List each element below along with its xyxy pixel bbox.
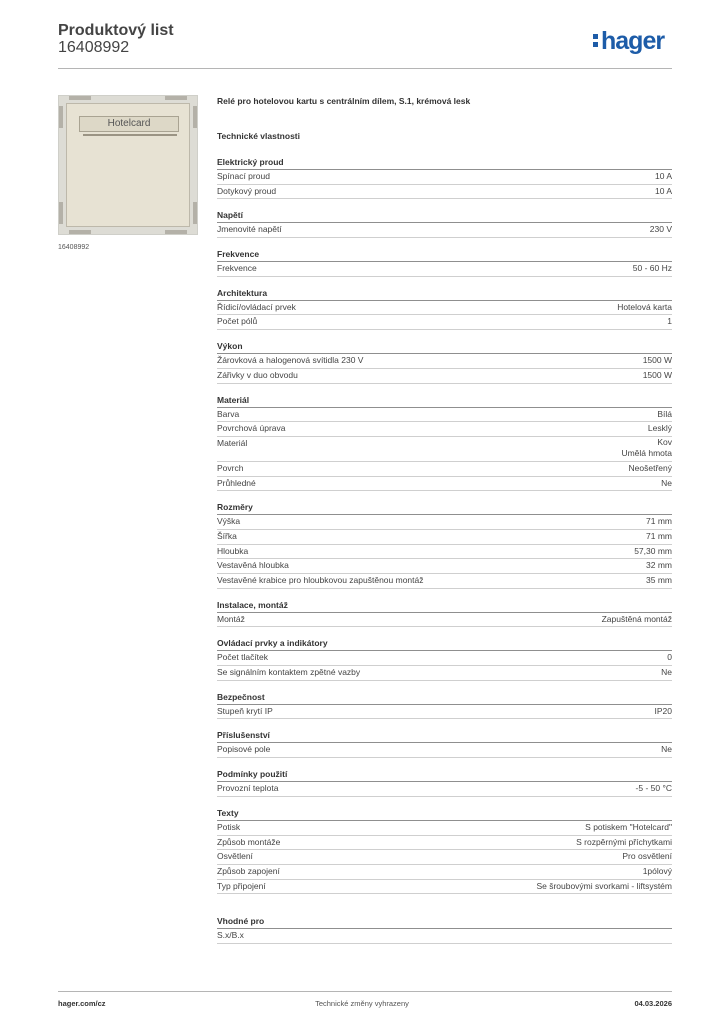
spec-value: 50 - 60 Hz xyxy=(632,263,672,274)
section-gap xyxy=(217,277,672,287)
frame-clip xyxy=(59,202,63,224)
footer-divider xyxy=(58,991,672,992)
section-heading: Elektrický proud xyxy=(217,156,672,170)
section-heading: Vhodné pro xyxy=(217,915,672,929)
spec-label: Montáž xyxy=(217,613,245,624)
card-slot xyxy=(79,116,179,132)
spec-value: 71 mm xyxy=(646,530,672,541)
hager-logo[interactable] xyxy=(593,26,664,56)
spec-row xyxy=(217,315,672,330)
section-heading: Instalace, montáž xyxy=(217,599,672,613)
section-heading: Příslušenství xyxy=(217,729,672,743)
spec-value: -5 - 50 °C xyxy=(635,783,672,794)
spec-label: Zářivky v duo obvodu xyxy=(217,369,298,380)
spec-value: 1pólový xyxy=(642,865,672,876)
spec-row xyxy=(217,462,672,477)
section-heading: Bezpečnost xyxy=(217,691,672,705)
spec-value: 1500 W xyxy=(642,355,672,366)
spec-label: Šířka xyxy=(217,530,237,541)
section-heading: Materiál xyxy=(217,394,672,408)
footer-website-link[interactable]: hager.com/cz xyxy=(58,999,106,1008)
section-heading: Architektura xyxy=(217,287,672,301)
section-gap xyxy=(217,627,672,637)
spec-label: Povrch xyxy=(217,462,244,473)
spec-value: 10 A xyxy=(654,185,672,196)
section-gap xyxy=(217,384,672,394)
spec-label: Spínací proud xyxy=(217,171,270,181)
spec-value: 1 xyxy=(667,316,672,327)
frame-clip xyxy=(193,106,197,128)
spec-value: 35 mm xyxy=(646,575,672,585)
spec-value: Bílá xyxy=(657,408,672,419)
spec-label: Průhledné xyxy=(217,477,256,488)
document-title: Produktový list xyxy=(58,22,174,39)
spec-label: Žárovková a halogenová svítidla 230 V xyxy=(217,355,364,366)
spec-label: Provozní teplota xyxy=(217,783,279,794)
spec-label: Způsob zapojení xyxy=(217,865,280,876)
spec-row xyxy=(217,437,672,462)
spec-row xyxy=(217,836,672,851)
section-heading: Výkon xyxy=(217,340,672,354)
section-gap xyxy=(217,797,672,807)
spec-row xyxy=(217,559,672,574)
spec-row xyxy=(217,743,672,758)
section-gap xyxy=(217,894,672,915)
spec-row xyxy=(217,929,672,944)
spec-row xyxy=(217,301,672,316)
spec-row xyxy=(217,477,672,492)
spec-row xyxy=(217,574,672,589)
spec-value: Zapuštěná montáž xyxy=(601,613,672,624)
spec-label: Materiál xyxy=(217,437,248,448)
spec-row xyxy=(217,613,672,628)
spec-row xyxy=(217,821,672,836)
spec-value: Ne xyxy=(661,477,672,488)
spec-row xyxy=(217,185,672,200)
section-gap xyxy=(217,719,672,729)
logo-dots-icon xyxy=(593,31,599,50)
spec-row xyxy=(217,705,672,720)
spec-label: Dotykový proud xyxy=(217,185,277,196)
section-gap xyxy=(217,589,672,599)
spec-row xyxy=(217,545,672,560)
spec-row xyxy=(217,865,672,880)
spec-value: Se šroubovými svorkami - liftsystém xyxy=(536,880,672,891)
spec-label: Vestavěné krabice pro hloubkovou zapuštěnou montáž xyxy=(217,575,424,585)
spec-label: Popisové pole xyxy=(217,744,271,755)
spec-row xyxy=(217,782,672,797)
spec-label: Typ připojení xyxy=(217,880,266,891)
frame-clip xyxy=(69,96,91,100)
spec-value: 230 V xyxy=(649,224,672,235)
spec-value: S rozpěrnými příchytkami xyxy=(576,836,672,847)
spec-row xyxy=(217,515,672,530)
logo-text: hager xyxy=(601,27,665,55)
frame-clip xyxy=(59,106,63,128)
card-slit xyxy=(83,134,177,136)
spec-row xyxy=(217,530,672,545)
section-heading: Ovládací prvky a indikátory xyxy=(217,637,672,651)
spec-value: 32 mm xyxy=(646,560,672,571)
frame-clip xyxy=(193,202,197,224)
spec-value: 71 mm xyxy=(646,516,672,527)
spec-value: Pro osvětlení xyxy=(622,851,672,862)
product-code: 16408992 xyxy=(58,39,130,56)
spec-value: Ne xyxy=(661,667,672,678)
frame-clip xyxy=(165,96,187,100)
spec-label: Způsob montáže xyxy=(217,836,281,847)
spec-label: Počet tlačítek xyxy=(217,652,269,663)
spec-label: Stupeň krytí IP xyxy=(217,705,273,716)
product-description: Relé pro hotelovou kartu s centrálním dílem, S.1, krémová lesk xyxy=(217,96,471,106)
spec-value: Ne xyxy=(661,744,672,755)
spec-row xyxy=(217,408,672,423)
spec-label: Barva xyxy=(217,408,240,419)
spec-value: Hotelová karta xyxy=(617,301,672,312)
spec-value: Lesklý xyxy=(647,423,672,434)
plate-label: Hotelcard xyxy=(107,118,151,129)
section-heading: Podmínky použití xyxy=(217,768,672,782)
header-divider xyxy=(58,68,672,69)
spec-label: Potisk xyxy=(217,821,241,832)
spec-row xyxy=(217,850,672,865)
spec-label: Počet pólů xyxy=(217,316,258,327)
section-gap xyxy=(217,238,672,248)
spec-label: Řídicí/ovládací prvek xyxy=(217,301,296,312)
section-gap xyxy=(217,199,672,209)
section-gap xyxy=(217,681,672,691)
spec-value: IP20 xyxy=(654,705,672,716)
frame-clip xyxy=(165,230,187,234)
section-gap xyxy=(217,330,672,340)
spec-row xyxy=(217,170,672,185)
spec-value-line: Kov xyxy=(657,436,672,447)
spec-row xyxy=(217,422,672,437)
spec-value xyxy=(621,437,672,461)
spec-row xyxy=(217,223,672,238)
spec-row xyxy=(217,262,672,277)
footer-disclaimer: Technické změny vyhrazeny xyxy=(315,999,409,1008)
spec-label: Se signálním kontaktem zpětné vazby xyxy=(217,667,361,678)
spec-label: Jmenovité napětí xyxy=(217,224,282,235)
footer-date: 04.03.2026 xyxy=(634,999,672,1008)
spec-label: Hloubka xyxy=(217,545,249,556)
product-image xyxy=(58,95,198,235)
spec-row xyxy=(217,651,672,666)
section-gap xyxy=(217,758,672,768)
spec-label: Frekvence xyxy=(217,263,257,274)
spec-value: 1500 W xyxy=(642,369,672,380)
spec-label: Povrchová úprava xyxy=(217,423,286,434)
spec-value: 10 A xyxy=(654,171,672,181)
image-caption: 16408992 xyxy=(58,244,90,251)
spec-row xyxy=(217,666,672,681)
switch-plate xyxy=(66,103,190,227)
section-heading: Texty xyxy=(217,807,672,821)
spec-label: Výška xyxy=(217,516,241,527)
spec-row xyxy=(217,880,672,895)
section-heading: Napětí xyxy=(217,209,672,223)
section-gap xyxy=(217,491,672,501)
spec-value: 0 xyxy=(667,652,672,663)
spec-value-line: Umělá hmota xyxy=(621,447,672,458)
spec-label: Osvětlení xyxy=(217,851,253,862)
section-heading: Rozměry xyxy=(217,501,672,515)
frame-clip xyxy=(69,230,91,234)
spec-row xyxy=(217,354,672,369)
tech-heading: Technické vlastnosti xyxy=(217,131,300,141)
spec-value: Neošetřený xyxy=(628,462,672,473)
spec-value: 57,30 mm xyxy=(634,545,672,556)
section-heading: Frekvence xyxy=(217,248,672,262)
spec-label: S.x/B.x xyxy=(217,930,244,941)
spec-label: Vestavěná hloubka xyxy=(217,560,289,571)
spec-row xyxy=(217,369,672,384)
spec-value: S potiskem "Hotelcard" xyxy=(585,821,672,832)
spec-sections xyxy=(217,156,672,944)
